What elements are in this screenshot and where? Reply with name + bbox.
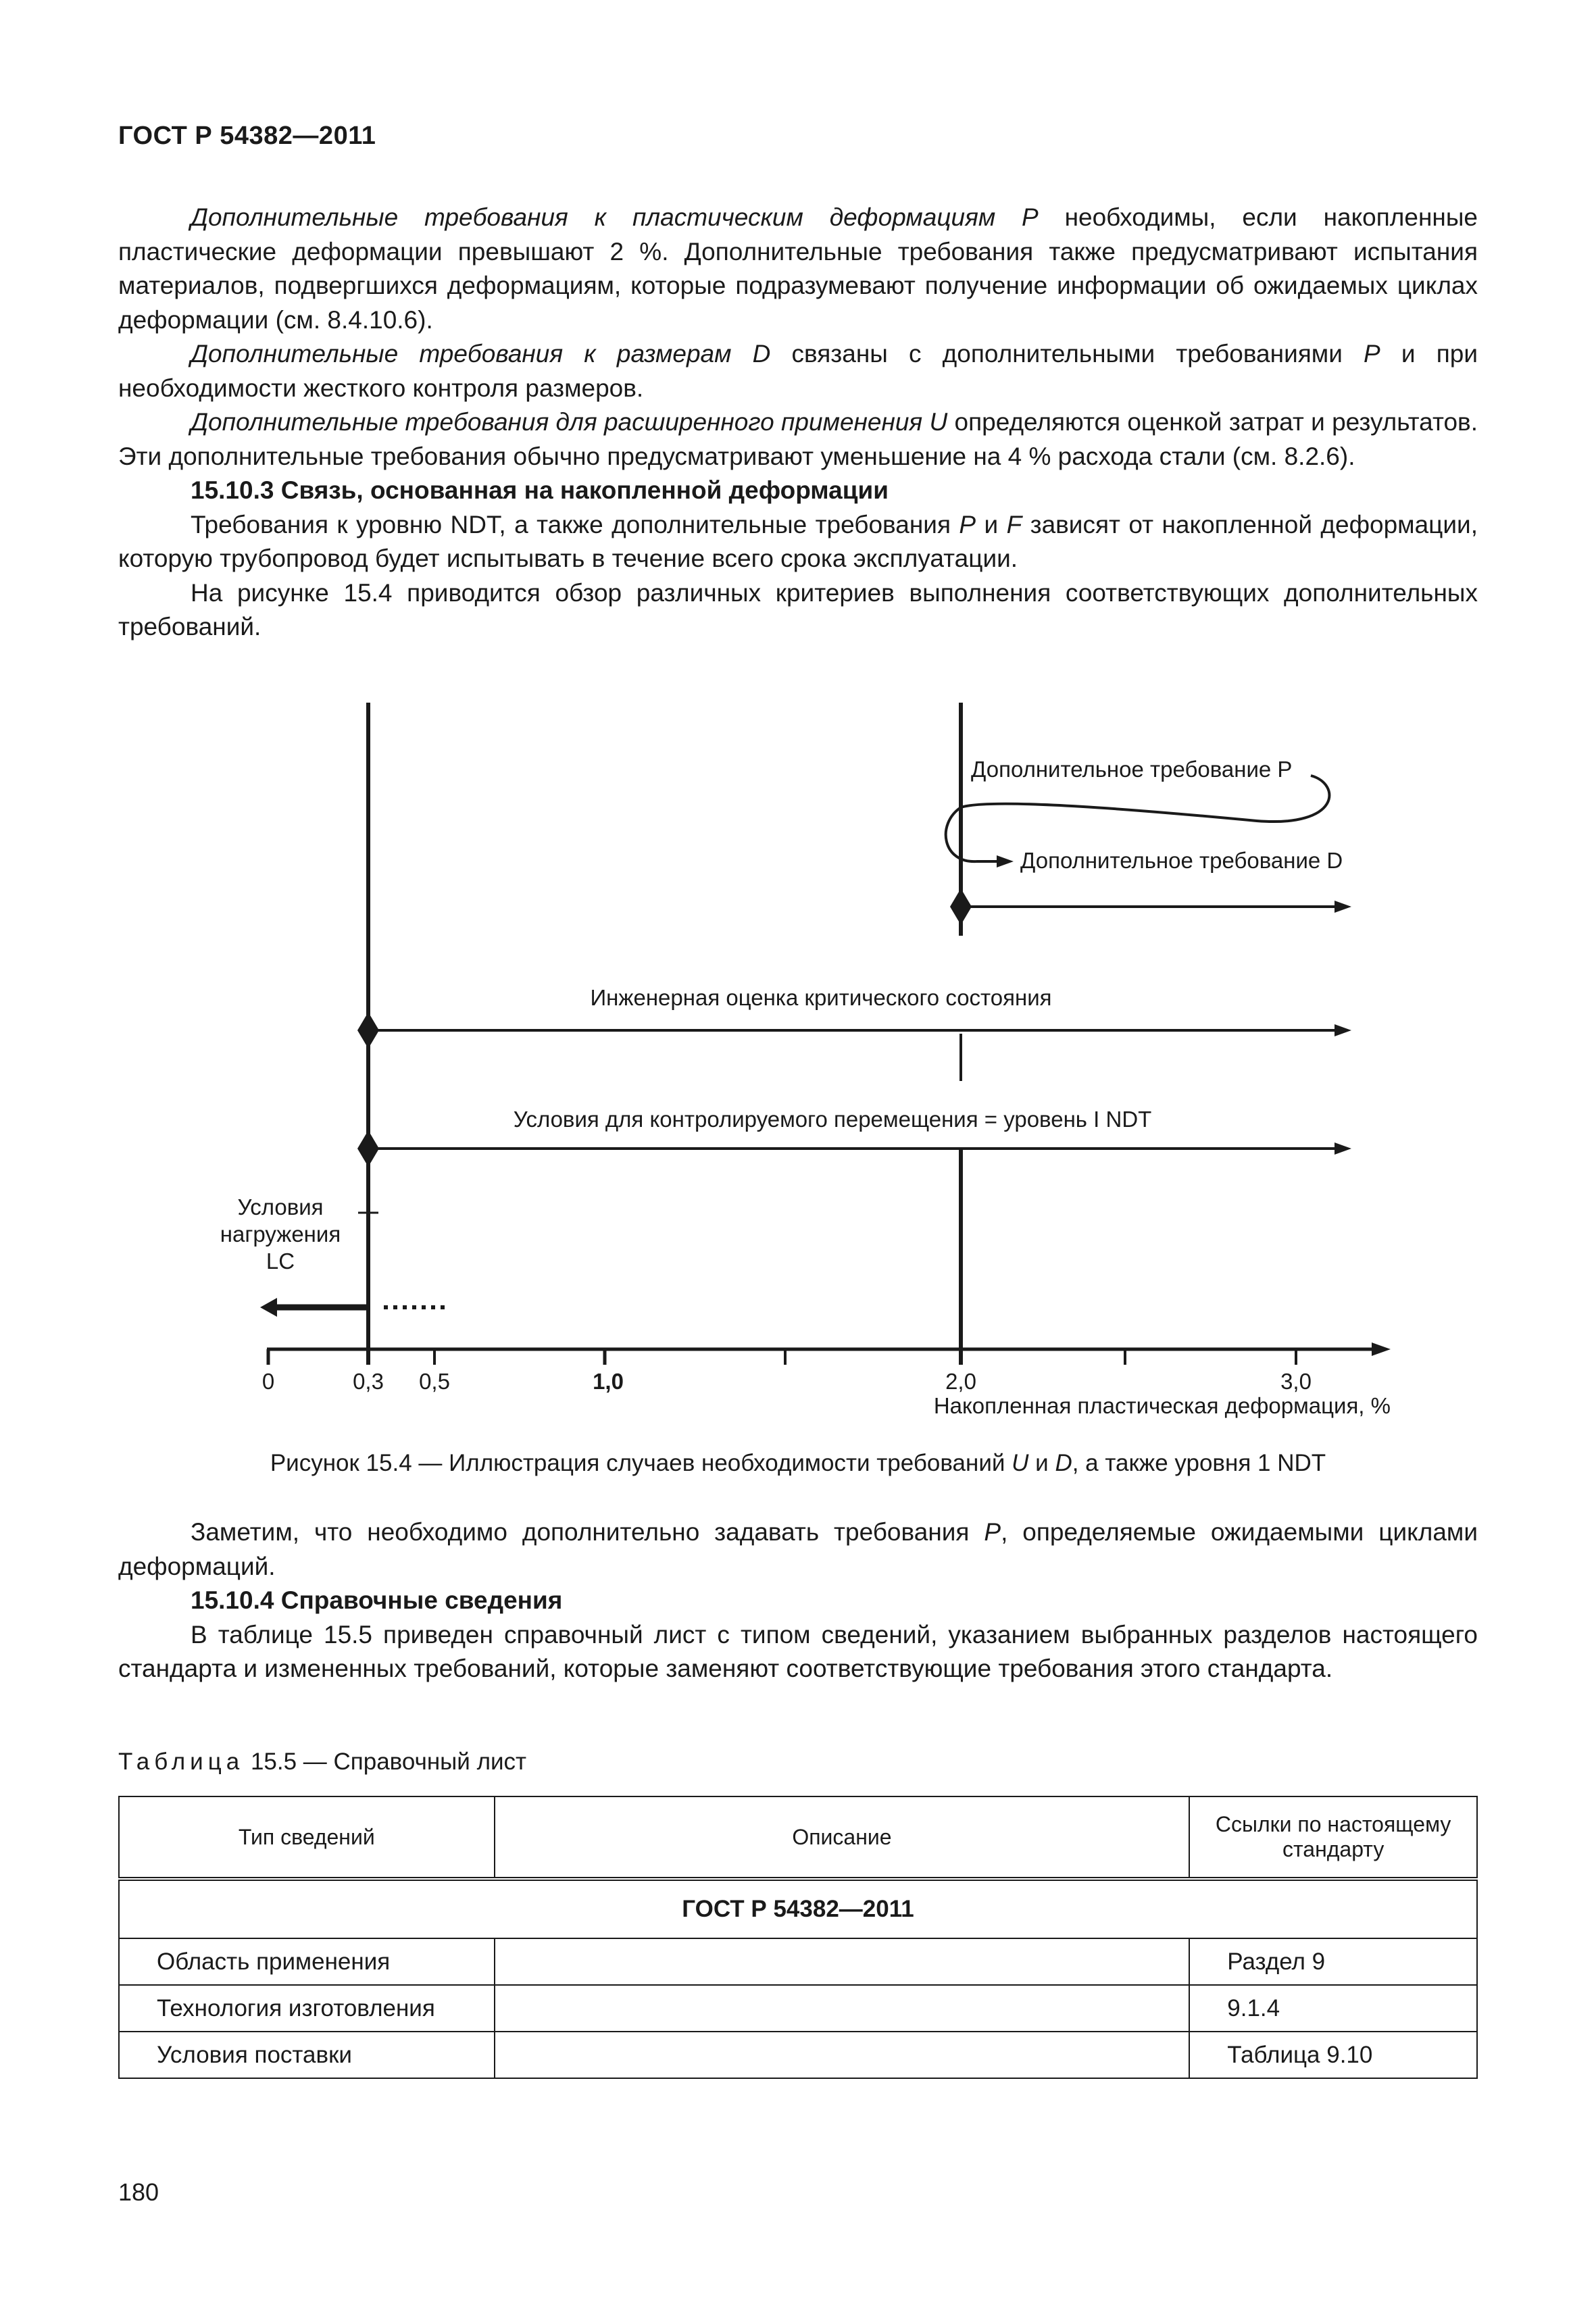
label-requirement-d: Дополнительное требование D — [1020, 848, 1343, 873]
paragraph-requirement-d: Дополнительные требования к размерам D связаны с дополнительными требованиями P и при необходимости жесткого контроля размеров. — [118, 340, 1478, 402]
arrowhead-requirement-d-inner — [997, 855, 1014, 867]
label-eca: Инженерная оценка критического состояния — [590, 985, 1052, 1010]
table-span-cell: ГОСТ Р 54382—2011 — [119, 1879, 1477, 1938]
paragraph-requirement-u: Дополнительные требования для расширенного применения U определяются оценкой затрат и результатов. Эти дополнительные требования обычно предусматривают уменьшение на 4 % расхода стали (см. 8.2.6). — [118, 408, 1478, 470]
figure-caption: Рисунок 15.4 — Иллюстрация случаев необходимости требований U и D, а также уровня 1 NDT — [270, 1450, 1326, 1476]
table-cell: Условия поставки — [119, 2032, 495, 2078]
paragraph-table-intro: В таблице 15.5 приведен справочный лист с типом сведений, указанием выбранных разделов настоящего стандарта и измененных требований, которые заменяют соответствующие требования этого стандарта. — [118, 1620, 1478, 1682]
text-block-top — [118, 201, 1478, 645]
table-title: Таблица 15.5 — Справочный лист — [118, 1749, 527, 1775]
table-cell: Таблица 9.10 — [1189, 2032, 1477, 2078]
tick-label-0: 0 — [261, 1369, 275, 1394]
diamond-requirement-d — [950, 888, 972, 925]
table-header-description: Описание — [495, 1796, 1190, 1879]
section-heading-15-10-3: 15.10.3 Связь, основанная на накопленной деформации — [191, 476, 889, 504]
table-cell — [495, 2032, 1190, 2078]
label-lc-line2: нагружения — [220, 1222, 341, 1247]
arrowhead-requirement-d — [1335, 901, 1351, 913]
table-header-row — [119, 1796, 1477, 1879]
arrowhead-eca — [1335, 1024, 1351, 1036]
diamond-eca — [357, 1012, 379, 1049]
x-axis-label: Накопленная пластическая деформация, % — [933, 1393, 1391, 1418]
table-cell — [495, 1938, 1190, 1985]
document-header: ГОСТ Р 54382—2011 — [118, 122, 376, 150]
diamond-ndt — [357, 1130, 379, 1167]
tick-label-0-5: 0,5 — [419, 1369, 450, 1394]
table-cell: Область применения — [119, 1938, 495, 1985]
table-cell — [495, 1985, 1190, 2032]
table-header-type: Тип сведений — [119, 1796, 495, 1879]
arrowhead-lc — [260, 1298, 277, 1317]
text-block-bottom — [118, 1515, 1478, 1686]
table-cell: Технология изготовления — [119, 1985, 495, 2032]
table-cell: Раздел 9 — [1189, 1938, 1477, 1985]
page-number: 180 — [118, 2178, 159, 2206]
reference-table — [118, 1796, 1478, 2079]
table-cell: 9.1.4 — [1189, 1985, 1477, 2032]
paragraph-ndt-levels: Требования к уровню NDT, а также дополнительные требования P и F зависят от накопленной деформации, которую трубопровод будет испытывать в течение всего срока эксплуатации. — [118, 510, 1478, 572]
label-lc-line1: Условия — [237, 1194, 324, 1219]
curve-to-d — [946, 807, 976, 861]
label-requirement-p: Дополнительное требование P — [971, 757, 1293, 782]
arrowhead-ndt — [1335, 1142, 1351, 1155]
table-row — [119, 2032, 1477, 2078]
table-row — [119, 1985, 1477, 2032]
table-span-row — [119, 1879, 1477, 1938]
label-ndt: Условия для контролируемого перемещения = уровень I NDT — [513, 1107, 1152, 1132]
paragraph-requirement-p: Дополнительные требования к пластическим деформациям P необходимы, если накопленные пластические деформации превышают 2 %. Дополнительные требования также предусматривают испытания материалов, подвергшихся деформациям, которые подразумевают получение информации об ожидаемых циклах деформации (см. 8.4.10.6). — [118, 203, 1478, 334]
paragraph-figure-intro: На рисунке 15.4 приводится обзор различных критериев выполнения соответствующих дополнительных требований. — [118, 578, 1478, 640]
label-lc-line3: LC — [266, 1249, 295, 1274]
tick-label-3-0: 3,0 — [1280, 1369, 1312, 1394]
table-header-references: Ссылки по настоящему стандарту — [1189, 1796, 1477, 1879]
tick-label-0-3: 0,3 — [353, 1369, 384, 1394]
section-heading-15-10-4: 15.10.4 Справочные сведения — [191, 1586, 563, 1614]
loop-curve-p — [961, 776, 1329, 822]
arrowhead-x-axis — [1372, 1342, 1391, 1356]
table-row — [119, 1938, 1477, 1985]
tick-label-2-0: 2,0 — [945, 1369, 976, 1394]
paragraph-cycles-note: Заметим, что необходимо дополнительно задавать требования P, определяемые ожидаемыми циклами деформаций. — [118, 1518, 1478, 1580]
tick-label-1-0: 1,0 — [593, 1369, 624, 1394]
